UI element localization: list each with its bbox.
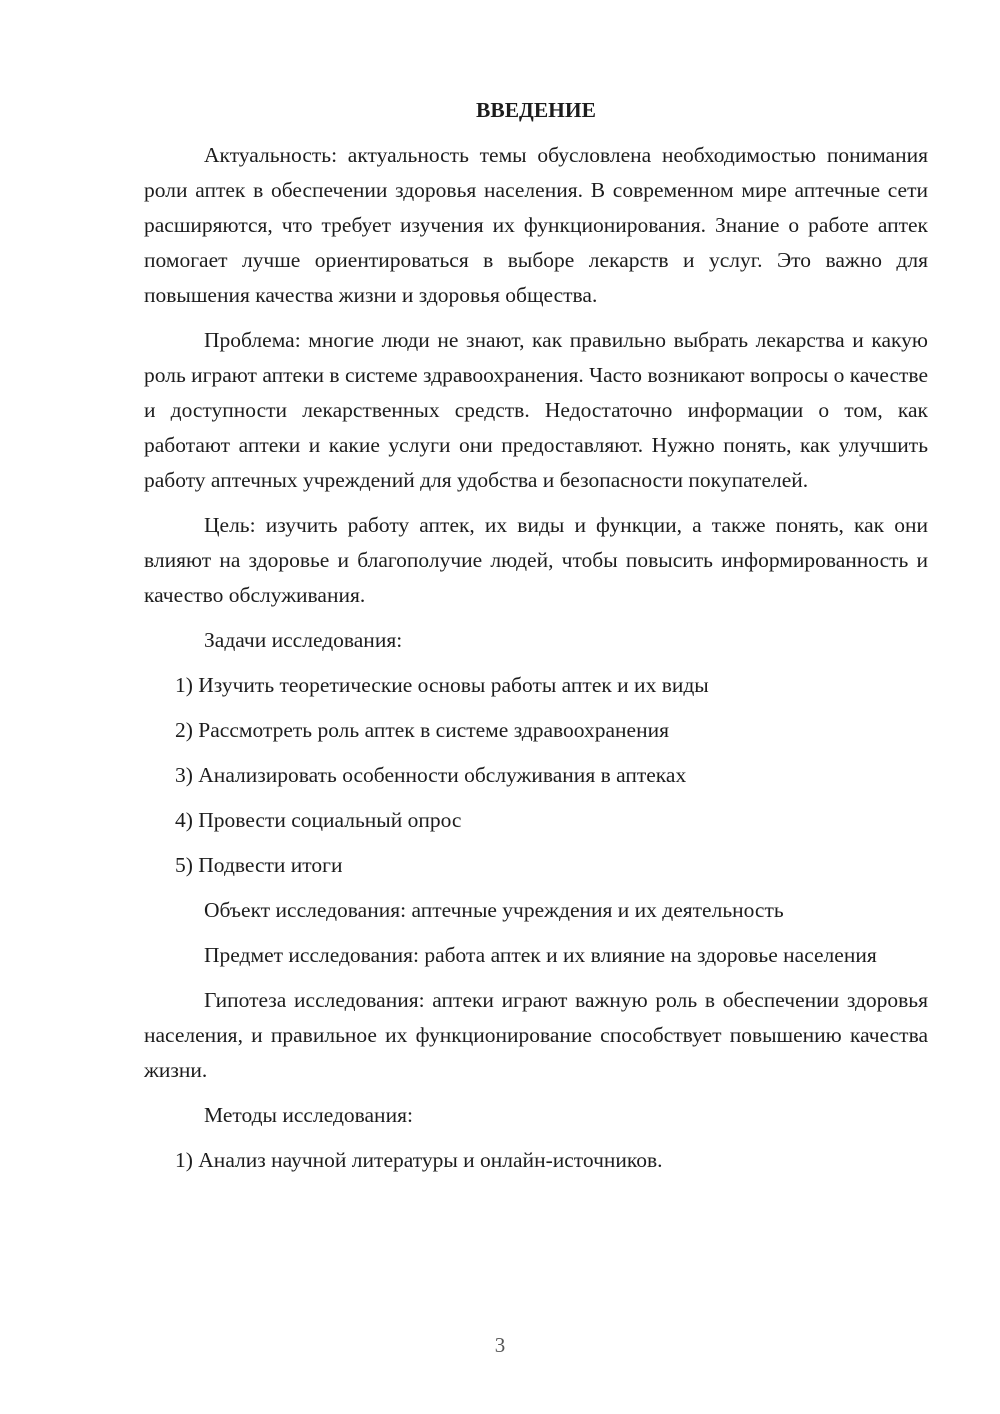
section-title: ВВЕДЕНИЕ (476, 98, 596, 122)
task-item-3: 3) Анализировать особенности обслуживания в аптеках (175, 763, 687, 787)
task-item-4: 4) Провести социальный опрос (175, 808, 462, 832)
page-content (144, 93, 928, 1188)
page-number: 3 (494, 1333, 506, 1357)
methods-heading: Методы исследования: (204, 1103, 413, 1127)
relevance-paragraph: Актуальность: актуальность темы обусловлена необходимостью понимания роли аптек в обеспечении здоровья населения. В современном мире аптечные сети расширяются, что требует изучения их функционирования. Знание о работе аптек помогает лучше ориентироваться в выборе лекарств и услуг. Это важно для повышения качества жизни и здоровья общества. (144, 143, 928, 307)
task-item-2: 2) Рассмотреть роль аптек в системе здравоохранения (175, 718, 669, 742)
method-item-1: 1) Анализ научной литературы и онлайн-источников. (175, 1148, 663, 1172)
task-item-1: 1) Изучить теоретические основы работы аптек и их виды (175, 673, 709, 697)
task-item-5: 5) Подвести итоги (175, 853, 343, 877)
object-paragraph: Объект исследования: аптечные учреждения и их деятельность (204, 898, 784, 922)
hypothesis-paragraph: Гипотеза исследования: аптеки играют важную роль в обеспечении здоровья населения, и правильное их функционирование способствует повышению качества жизни. (144, 988, 928, 1082)
subject-paragraph: Предмет исследования: работа аптек и их влияние на здоровье населения (204, 943, 877, 967)
tasks-heading: Задачи исследования: (204, 628, 403, 652)
goal-paragraph: Цель: изучить работу аптек, их виды и функции, а также понять, как они влияют на здоровье и благополучие людей, чтобы повысить информированность и качество обслуживания. (144, 513, 928, 607)
problem-paragraph: Проблема: многие люди не знают, как правильно выбрать лекарства и какую роль играют аптеки в системе здравоохранения. Часто возникают вопросы о качестве и доступности лекарственных средств. Недостаточно информации о том, как работают аптеки и какие услуги они предоставляют. Нужно понять, как улучшить работу аптечных учреждений для удобства и безопасности покупателей. (144, 328, 928, 492)
